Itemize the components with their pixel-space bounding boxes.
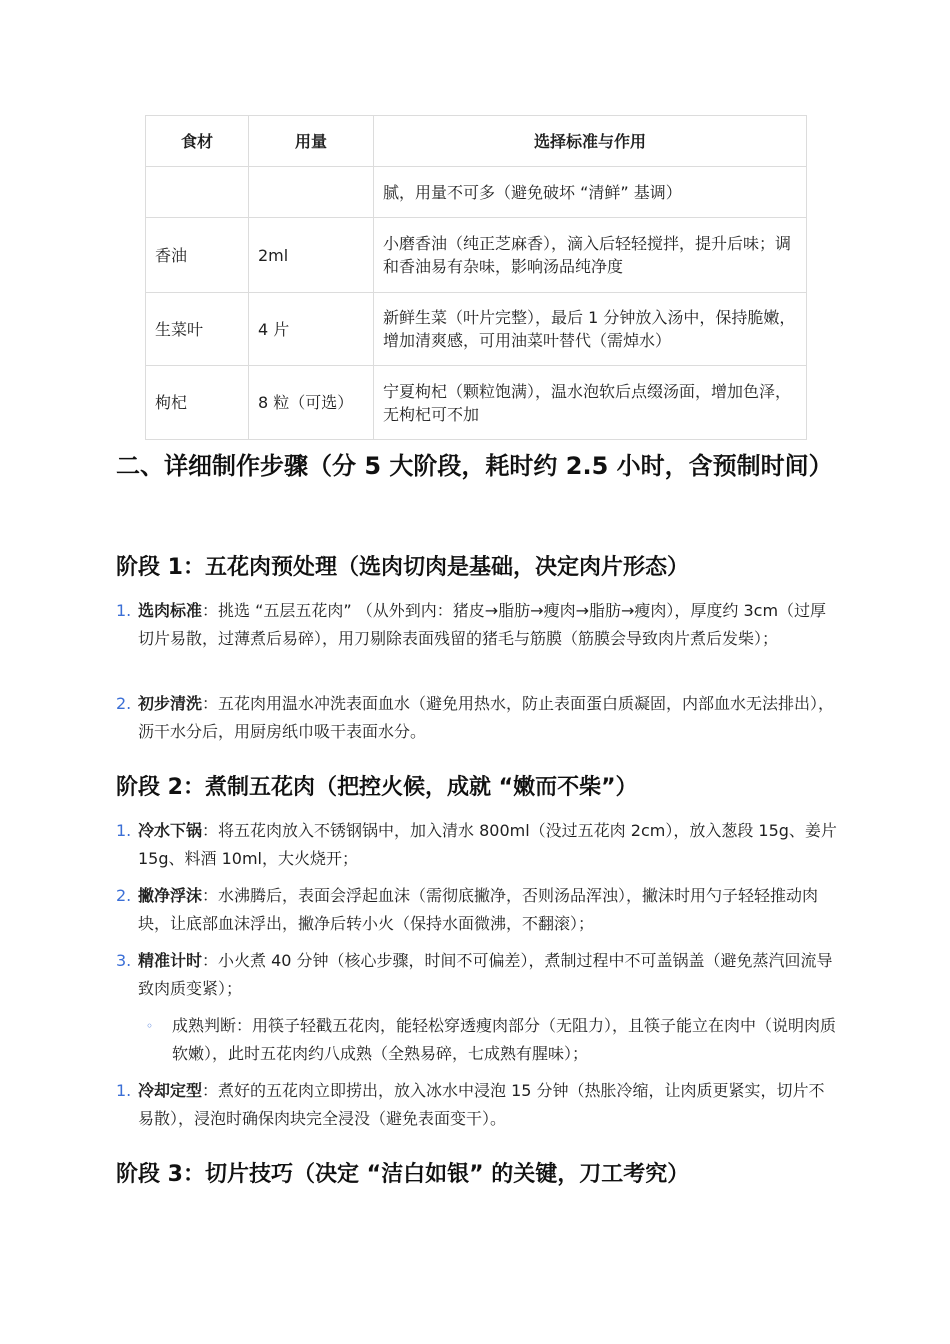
ingredient-amount: 8 粒（可选） (249, 366, 374, 440)
header-ingredient: 食材 (146, 116, 249, 167)
list-item (116, 947, 838, 1003)
ingredient-desc: 新鲜生菜（叶片完整），最后 1 分钟放入汤中，保持脆嫩，增加清爽感，可用油菜叶替代（需焯水） (374, 293, 807, 366)
ingredients-table (145, 115, 807, 440)
ingredient-desc: 宁夏枸杞（颗粒饱满），温水泡软后点缀汤面，增加色泽，无枸杞可不加 (374, 366, 807, 440)
list-item (116, 817, 838, 873)
item-label: 撇净浮沫 (138, 886, 203, 905)
header-amount: 用量 (249, 116, 374, 167)
ingredient-amount: 2ml (249, 218, 374, 293)
stage-2-heading: 阶段 2：煮制五花肉（把控火候，成就 “嫩而不柴”） (116, 775, 638, 800)
list-number: 2. (116, 886, 132, 905)
item-label: 冷水下锅 (138, 821, 203, 840)
sub-item-text: 成熟判断：用筷子轻戳五花肉，能轻松穿透瘦肉部分（无阻力），且筷子能立在肉中（说明肉质软嫩），此时五花肉约八成熟（全熟易碎，七成熟有腥味）； (172, 1016, 837, 1063)
list-number: 1. (116, 821, 132, 840)
item-text: ：五花肉用温水冲洗表面血水（避免用热水，防止表面蛋白质凝固，内部血水无法排出），沥干水分后，用厨房纸巾吸干表面水分。 (138, 694, 835, 741)
hollow-bullet-icon: ◦ (146, 1019, 154, 1033)
list-item (116, 1077, 838, 1133)
table-header-row (146, 116, 807, 167)
list-number: 3. (116, 951, 132, 970)
table-row (146, 218, 807, 293)
item-text: ：小火煮 40 分钟（核心步骤，时间不可偏差），煮制过程中不可盖锅盖（避免蒸汽回流导致肉质变紧）； (138, 951, 833, 998)
item-label: 冷却定型 (138, 1081, 203, 1100)
ingredient-name: 生菜叶 (146, 293, 249, 366)
item-text: ：煮好的五花肉立即捞出，放入冰水中浸泡 15 分钟（热胀冷缩，让肉质更紧实，切片不易散），浸泡时确保肉块完全浸没（避免表面变干）。 (138, 1081, 825, 1128)
list-item (116, 690, 838, 746)
sub-list-item (146, 1012, 836, 1068)
item-label: 初步清洗 (138, 694, 203, 713)
ingredient-name (146, 167, 249, 218)
table-row (146, 167, 807, 218)
ingredient-desc: 小磨香油（纯正芝麻香），滴入后轻轻搅拌，提升后味；调和香油易有杂味，影响汤品纯净度 (374, 218, 807, 293)
stage-3-heading: 阶段 3：切片技巧（决定 “洁白如银” 的关键，刀工考究） (116, 1162, 690, 1187)
stage-1-heading: 阶段 1：五花肉预处理（选肉切肉是基础，决定肉片形态） (116, 555, 689, 580)
ingredient-desc: 腻，用量不可多（避免破坏 “清鲜” 基调） (374, 167, 807, 218)
list-number: 2. (116, 694, 132, 713)
header-criteria: 选择标准与作用 (374, 116, 807, 167)
item-label: 选肉标准 (138, 601, 203, 620)
item-text: ：将五花肉放入不锈钢锅中，加入清水 800ml（没过五花肉 2cm），放入葱段 15g、姜片 15g、料酒 10ml，大火烧开； (138, 821, 837, 868)
item-text: ：挑选 “五层五花肉” （从外到内：猪皮→脂肪→瘦肉→脂肪→瘦肉），厚度约 3cm（过厚切片易散，过薄煮后易碎），用刀剔除表面残留的猪毛与筋膜（筋膜会导致肉片煮后发柴）； (138, 601, 827, 648)
ingredient-name: 枸杞 (146, 366, 249, 440)
list-item (116, 882, 838, 938)
ingredient-amount: 4 片 (249, 293, 374, 366)
ingredient-amount (249, 167, 374, 218)
table-row (146, 293, 807, 366)
item-label: 精准计时 (138, 951, 203, 970)
list-number: 1. (116, 1081, 132, 1100)
list-number: 1. (116, 601, 132, 620)
section-heading-steps: 二、详细制作步骤（分 5 大阶段，耗时约 2.5 小时，含预制时间） (116, 452, 833, 480)
table-row (146, 366, 807, 440)
ingredient-name: 香油 (146, 218, 249, 293)
list-item (116, 597, 838, 653)
item-text: ：水沸腾后，表面会浮起血沫（需彻底撇净，否则汤品浑浊），撇沫时用勺子轻轻推动肉块，让底部血沫浮出，撇净后转小火（保持水面微沸，不翻滚）； (138, 886, 819, 933)
